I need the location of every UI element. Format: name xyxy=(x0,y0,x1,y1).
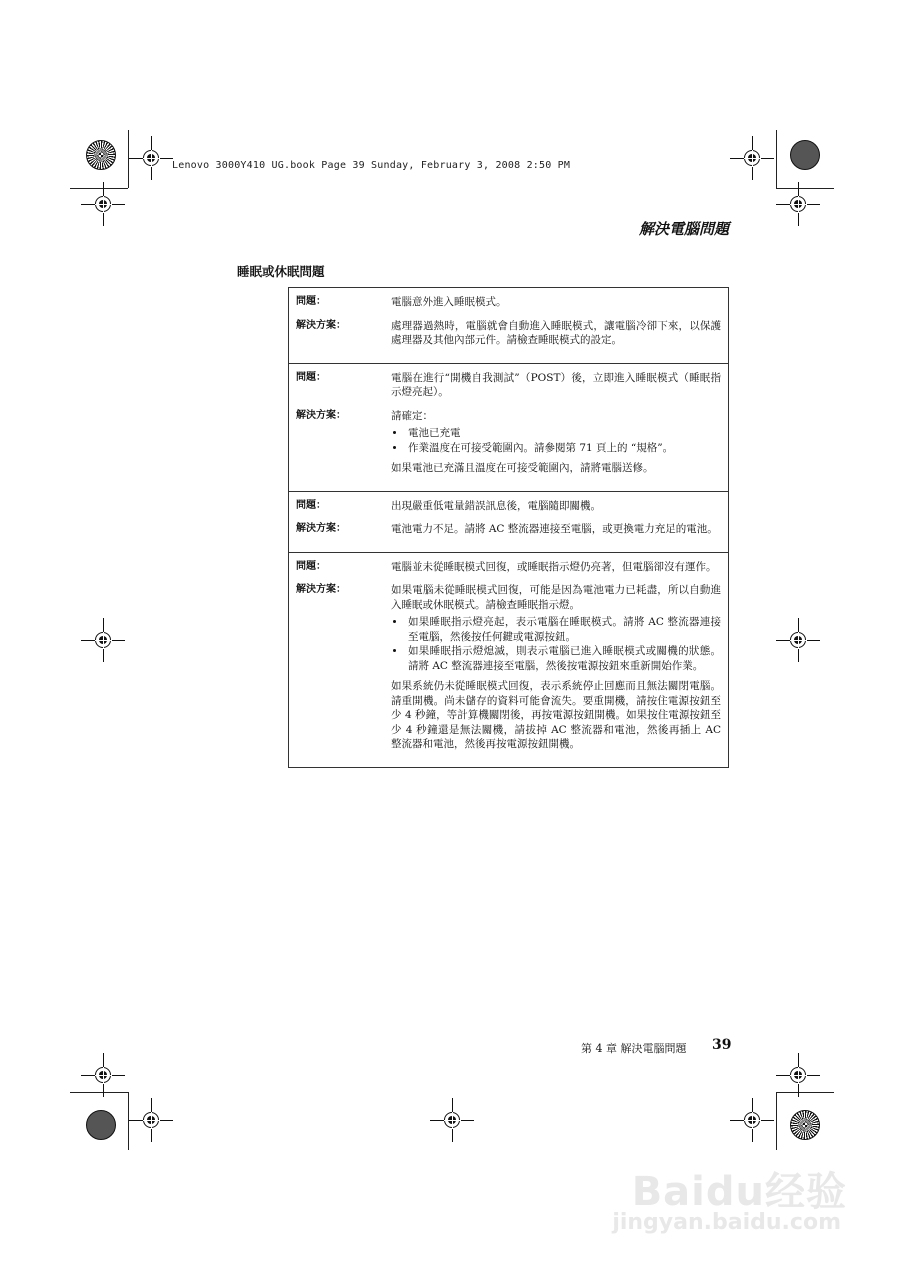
problem-label: 問題： xyxy=(296,499,326,511)
solution-bullet: • 如果睡眠指示燈亮起，表示電腦在睡眠模式。請將 AC 整流器連接至電腦，然後按任何鍵或電源按鈕。 xyxy=(406,615,721,644)
problem-text: 出現嚴重低電量錯誤訊息後，電腦隨即關機。 xyxy=(391,499,601,512)
problem-group xyxy=(289,491,728,552)
solution-label: 解決方案： xyxy=(296,584,346,595)
solution-note: 如果電池已充滿且溫度在可接受範圍內，請將電腦送修。 xyxy=(391,462,654,474)
problem-group xyxy=(289,363,728,491)
crop-line xyxy=(70,188,128,189)
registration-wheel-top-right xyxy=(790,140,820,170)
problem-group xyxy=(289,552,728,767)
baidu-watermark-logo: Baidu经验 xyxy=(631,1169,847,1215)
solution-paragraph: 如果電腦未從睡眠模式回復，可能是因為電池電力已耗盡，所以自動進入睡眠或休眠模式。請檢查睡眠指示燈。 xyxy=(391,584,721,611)
crop-line xyxy=(128,130,129,188)
crop-line xyxy=(776,188,834,189)
problem-text: 電腦並未從睡眠模式回復，或睡眠指示燈仍亮著，但電腦卻沒有運作。 xyxy=(391,560,717,573)
problem-text: 電腦在進行“開機自我測試”（POST）後，立即進入睡眠模式（睡眠指示燈亮起）。 xyxy=(391,371,721,398)
solution-label: 解決方案： xyxy=(296,409,346,421)
solution-label: 解決方案： xyxy=(296,523,346,534)
footer-chapter: 第 4 章 解決電腦問題 xyxy=(581,1042,687,1055)
section-title: 睡眠或休眠問題 xyxy=(237,264,325,279)
solution-row xyxy=(289,408,728,487)
problem-row xyxy=(289,294,728,318)
registration-wheel-top-left xyxy=(86,140,116,170)
solution-paragraph: 電池電力不足。請將 AC 整流器連接至電腦，或更換電力充足的電池。 xyxy=(391,523,718,535)
troubleshooting-table xyxy=(288,287,729,768)
solution-row xyxy=(289,318,728,359)
crop-line xyxy=(776,130,777,188)
crop-line xyxy=(70,1092,128,1093)
registration-wheel-bottom-left xyxy=(86,1110,116,1140)
solution-paragraph: 處理器過熱時，電腦就會自動進入睡眠模式，讓電腦冷卻下來，以保護處理器及其他內部元件。請檢查睡眠模式的設定。 xyxy=(391,319,721,346)
solution-bullet: • 作業溫度在可接受範圍內。請參閱第 71 頁上的 “規格”。 xyxy=(406,441,721,456)
running-head: 解決電腦問題 xyxy=(638,220,729,238)
solution-list xyxy=(391,426,721,455)
problem-row xyxy=(289,370,728,408)
solution-bullet: • 如果睡眠指示燈熄滅，則表示電腦已進入睡眠模式或關機的狀態。請將 AC 整流器連接至電腦，然後按電源按鈕來重新開始作業。 xyxy=(406,644,721,673)
solution-paragraph: 請確定： xyxy=(391,409,433,422)
solution-list xyxy=(391,615,721,673)
crop-line xyxy=(128,1092,129,1150)
crop-line xyxy=(776,1092,834,1093)
problem-label: 問題： xyxy=(296,296,326,307)
problem-row xyxy=(289,498,728,522)
solution-label: 解決方案： xyxy=(296,319,346,331)
page-number: 39 xyxy=(712,1037,732,1053)
book-info-line: Lenovo 3000Y410 UG.book Page 39 Sunday, February 3, 2008 2:50 PM xyxy=(172,160,571,171)
problem-label: 問題： xyxy=(296,560,326,572)
solution-bullet: • 電池已充電 xyxy=(406,426,721,441)
solution-text xyxy=(391,319,721,351)
problem-label: 問題： xyxy=(296,371,326,383)
solution-note: 如果系統仍未從睡眠模式回復，表示系統停止回應而且無法關閉電腦。請重開機。尚未儲存的資料可能會流失。要重開機，請按住電源按鈕至少 4 秒鐘，等計算機關閉後，再按電源按鈕開機。如果按住電源按鈕至少 4 秒鐘還是無法關機，請拔掉 AC 整流器和電池，然後再插上 AC 整流器和電池，然後再按電源按鈕開機。 xyxy=(391,680,721,750)
solution-row xyxy=(289,521,728,548)
registration-wheel-bottom-right xyxy=(790,1110,820,1140)
problem-text: 電腦意外進入睡眠模式。 xyxy=(391,296,507,308)
solution-text xyxy=(391,409,721,479)
solution-text xyxy=(391,583,721,755)
crop-line xyxy=(776,1092,777,1150)
baidu-watermark-url: jingyan.baidu.com xyxy=(612,1210,841,1235)
solution-text xyxy=(391,522,721,540)
solution-row xyxy=(289,582,728,763)
problem-group xyxy=(289,288,728,363)
problem-row xyxy=(289,559,728,583)
